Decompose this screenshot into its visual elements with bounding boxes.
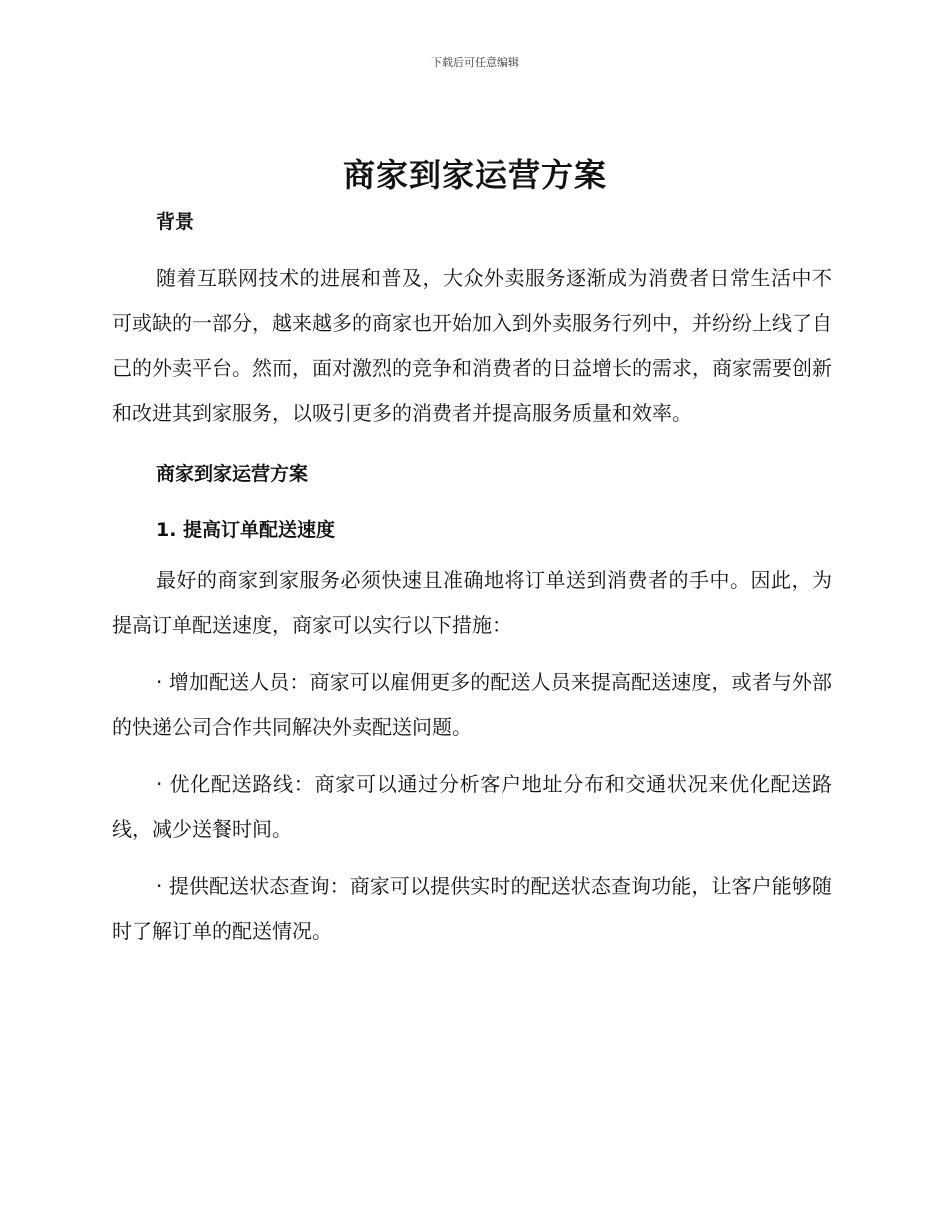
plan-heading: 商家到家运营方案 xyxy=(156,463,309,485)
document-title: 商家到家运营方案 xyxy=(342,156,607,194)
bullet-item-optimize-routes: · 优化配送路线：商家可以通过分析客户地址分布和交通状况来优化配送路线，减少送餐时间。 xyxy=(112,772,832,841)
page-header-note: 下载后可任意编辑 xyxy=(431,56,519,69)
document-body xyxy=(112,204,832,954)
background-paragraph: 随着互联网技术的进展和普及，大众外卖服务逐渐成为消费者日常生活中不可或缺的一部分，越来越多的商家也开始加入到外卖服务行列中，并纷纷上线了自己的外卖平台。然而，面对激烈的竞争和消费者的日益增长的需求，商家需要创新和改进其到家服务，以吸引更多的消费者并提高服务质量和效率。 xyxy=(112,266,832,425)
section1-intro-paragraph: 最好的商家到家服务必须快速且准确地将订单送到消费者的手中。因此，为提高订单配送速度，商家可以实行以下措施： xyxy=(112,568,832,637)
bullet-item-delivery-tracking: · 提供配送状态查询：商家可以提供实时的配送状态查询功能，让客户能够随时了解订单的配送情况。 xyxy=(112,874,832,943)
section1-heading: 1. 提高订单配送速度 xyxy=(156,519,336,541)
bullet-item-add-couriers: · 增加配送人员：商家可以雇佣更多的配送人员来提高配送速度，或者与外部的快递公司合作共同解决外卖配送问题。 xyxy=(112,670,832,739)
background-heading: 背景 xyxy=(156,211,195,233)
